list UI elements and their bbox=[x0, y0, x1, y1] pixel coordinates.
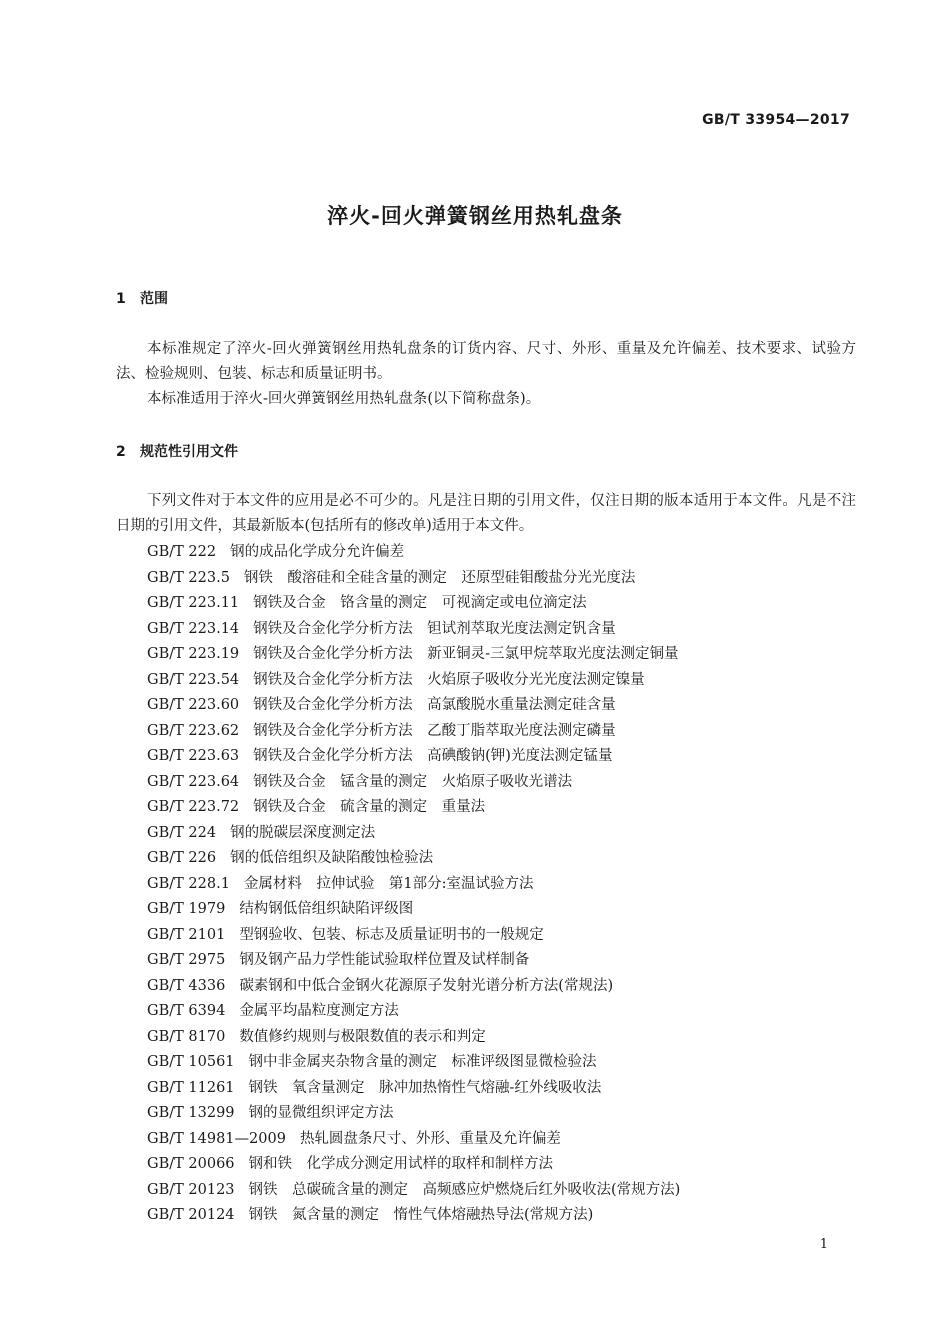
reference-title: 型钢验收、包装、标志及质量证明书的一般规定 bbox=[239, 926, 544, 943]
page-number: 1 bbox=[819, 1237, 828, 1252]
reference-code: GB/T 8170 bbox=[147, 1028, 226, 1045]
reference-code: GB/T 223.11 bbox=[147, 595, 240, 611]
reference-title: 钢铁 氮含量的测定 惰性气体熔融热导法(常规方法) bbox=[248, 1207, 594, 1223]
scope-paragraph-1: 本标准规定了淬火-回火弹簧钢丝用热轧盘条的订货内容、尺寸、外形、重量及允许偏差、技术要求、试验方法、检验规则、包装、标志和质量证明书。 bbox=[116, 341, 856, 382]
reference-code: GB/T 2975 bbox=[147, 952, 226, 968]
reference-code: GB/T 223.5 bbox=[147, 569, 230, 586]
reference-title: 钢铁及合金 硫含量的测定 重量法 bbox=[253, 799, 486, 815]
reference-code: GB/T 223.60 bbox=[147, 697, 240, 713]
reference-code: GB/T 14981—2009 bbox=[147, 1130, 286, 1147]
reference-code: GB/T 223.64 bbox=[147, 773, 240, 790]
section-title: 范围 bbox=[140, 291, 168, 307]
reference-item bbox=[147, 795, 867, 821]
reference-item bbox=[147, 974, 867, 1000]
reference-title: 结构钢低倍组织缺陷评级图 bbox=[239, 901, 414, 917]
reference-code: GB/T 223.63 bbox=[147, 748, 240, 764]
reference-list bbox=[147, 540, 867, 1229]
reference-item bbox=[147, 923, 867, 949]
reference-title: 钢铁及合金 锰含量的测定 火焰原子吸收光谱法 bbox=[253, 773, 573, 790]
reference-title: 钢的低倍组织及缺陷酸蚀检验法 bbox=[230, 850, 434, 866]
reference-item bbox=[147, 821, 867, 847]
reference-code: GB/T 4336 bbox=[147, 977, 226, 994]
reference-title: 钢及钢产品力学性能试验取样位置及试样制备 bbox=[239, 952, 530, 968]
reference-title: 热轧圆盘条尺寸、外形、重量及允许偏差 bbox=[299, 1130, 561, 1147]
section-number: 1 bbox=[116, 291, 126, 307]
section-number: 2 bbox=[116, 444, 126, 460]
references-intro-paragraph: 下列文件对于本文件的应用是必不可少的。凡是注日期的引用文件，仅注日期的版本适用于本文件。凡是不注日期的引用文件，其最新版本(包括所有的修改单)适用于本文件。 bbox=[116, 493, 856, 534]
reference-title: 钢中非金属夹杂物含量的测定 标准评级图显微检验法 bbox=[248, 1054, 597, 1070]
reference-title: 钢的脱碳层深度测定法 bbox=[230, 824, 376, 841]
reference-title: 钢铁及合金化学分析方法 新亚铜灵-三氯甲烷萃取光度法测定铜量 bbox=[253, 646, 679, 662]
reference-item bbox=[147, 642, 867, 668]
reference-item bbox=[147, 1127, 867, 1153]
reference-item bbox=[147, 1076, 867, 1102]
reference-item bbox=[147, 948, 867, 974]
reference-code: GB/T 228.1 bbox=[147, 875, 230, 892]
section-heading-scope bbox=[116, 288, 168, 308]
reference-code: GB/T 20124 bbox=[147, 1207, 235, 1223]
reference-code: GB/T 13299 bbox=[147, 1105, 235, 1121]
section-title: 规范性引用文件 bbox=[140, 444, 238, 460]
reference-item bbox=[147, 1025, 867, 1051]
reference-item bbox=[147, 872, 867, 898]
reference-title: 金属材料 拉伸试验 第1部分:室温试验方法 bbox=[243, 875, 534, 892]
reference-item bbox=[147, 1101, 867, 1127]
reference-title: 钢铁及合金化学分析方法 乙酸丁脂萃取光度法测定磷量 bbox=[253, 722, 616, 739]
reference-item bbox=[147, 1152, 867, 1178]
reference-code: GB/T 11261 bbox=[147, 1079, 235, 1096]
section-heading-normative-references bbox=[116, 441, 238, 461]
reference-item bbox=[147, 1178, 867, 1204]
reference-code: GB/T 6394 bbox=[147, 1003, 226, 1019]
reference-item bbox=[147, 693, 867, 719]
reference-title: 钢铁 总碳硫含量的测定 高频感应炉燃烧后红外吸收法(常规方法) bbox=[248, 1181, 681, 1198]
reference-item bbox=[147, 668, 867, 694]
reference-code: GB/T 10561 bbox=[147, 1054, 235, 1070]
reference-code: GB/T 224 bbox=[147, 824, 217, 841]
reference-code: GB/T 20066 bbox=[147, 1156, 235, 1172]
reference-code: GB/T 1979 bbox=[147, 901, 226, 917]
reference-title: 金属平均晶粒度测定方法 bbox=[239, 1003, 399, 1019]
reference-item bbox=[147, 744, 867, 770]
reference-title: 钢的成品化学成分允许偏差 bbox=[230, 544, 405, 560]
reference-title: 钢铁及合金化学分析方法 高氯酸脱水重量法测定硅含量 bbox=[253, 697, 616, 713]
reference-code: GB/T 222 bbox=[147, 544, 217, 560]
reference-code: GB/T 223.54 bbox=[147, 671, 240, 688]
reference-item bbox=[147, 540, 867, 566]
reference-code: GB/T 223.72 bbox=[147, 799, 240, 815]
reference-title: 钢铁及合金化学分析方法 火焰原子吸收分光光度法测定镍量 bbox=[253, 671, 645, 688]
reference-code: GB/T 226 bbox=[147, 850, 217, 866]
reference-title: 钢铁及合金化学分析方法 钽试剂萃取光度法测定钒含量 bbox=[253, 620, 616, 637]
scope-paragraph-2: 本标准适用于淬火-回火弹簧钢丝用热轧盘条(以下简称盘条)。 bbox=[147, 391, 541, 407]
reference-code: GB/T 223.19 bbox=[147, 646, 240, 662]
reference-item bbox=[147, 617, 867, 643]
reference-item bbox=[147, 719, 867, 745]
reference-title: 钢铁 氧含量测定 脉冲加热惰性气熔融-红外线吸收法 bbox=[248, 1079, 602, 1096]
reference-code: GB/T 223.14 bbox=[147, 620, 240, 637]
reference-title: 钢铁及合金 铬含量的测定 可视滴定或电位滴定法 bbox=[253, 595, 587, 611]
reference-item bbox=[147, 1203, 867, 1229]
reference-title: 钢铁及合金化学分析方法 高碘酸钠(钾)光度法测定锰量 bbox=[253, 748, 613, 764]
reference-title: 碳素钢和中低合金钢火花源原子发射光谱分析方法(常规法) bbox=[239, 977, 614, 994]
reference-title: 钢的显微组织评定方法 bbox=[248, 1105, 394, 1121]
reference-title: 钢和铁 化学成分测定用试样的取样和制样方法 bbox=[248, 1156, 554, 1172]
document-title: 淬火-回火弹簧钢丝用热轧盘条 bbox=[327, 204, 623, 228]
reference-item bbox=[147, 846, 867, 872]
reference-code: GB/T 2101 bbox=[147, 926, 226, 943]
reference-item bbox=[147, 897, 867, 923]
reference-item bbox=[147, 999, 867, 1025]
reference-title: 数值修约规则与极限数值的表示和判定 bbox=[239, 1028, 486, 1045]
reference-item bbox=[147, 770, 867, 796]
reference-item bbox=[147, 591, 867, 617]
reference-item bbox=[147, 1050, 867, 1076]
reference-code: GB/T 223.62 bbox=[147, 722, 240, 739]
reference-item bbox=[147, 566, 867, 592]
reference-code: GB/T 20123 bbox=[147, 1181, 235, 1198]
reference-title: 钢铁 酸溶硅和全硅含量的测定 还原型硅钼酸盐分光光度法 bbox=[243, 569, 636, 586]
standard-number: GB/T 33954—2017 bbox=[702, 112, 850, 128]
